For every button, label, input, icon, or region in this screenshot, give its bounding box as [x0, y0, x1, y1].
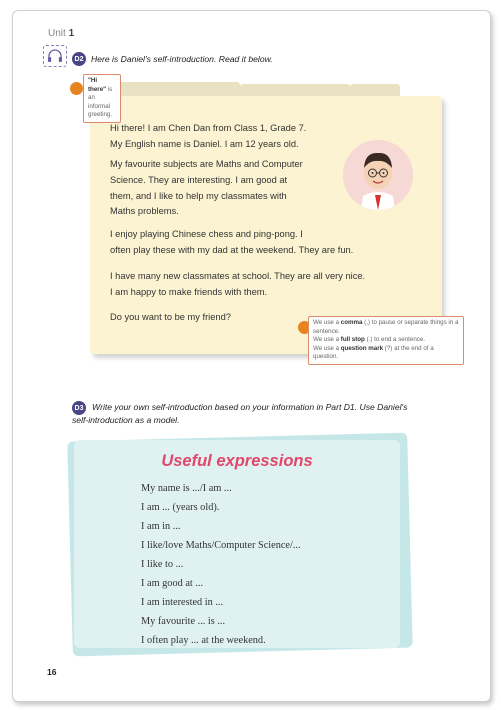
tip-punctuation: We use a comma (,) to pause or separate things in a sentence. We use a full stop (.) to end a sentence. We use a question mark (?) at the end of a question. — [308, 316, 464, 365]
expression-item: I often play ... at the weekend. — [141, 635, 266, 646]
expression-item: I like to ... — [141, 559, 184, 570]
expression-item: I am interested in ... — [141, 597, 224, 608]
page-number: 16 — [47, 667, 57, 677]
expression-item: I am ... (years old). — [141, 502, 220, 513]
d2-instruction: Here is Daniel's self-introduction. Read it below. — [91, 54, 273, 64]
expression-item: I am in ... — [141, 521, 181, 532]
d3-badge: D3 — [72, 401, 86, 415]
note-paragraph-5: Do you want to be my friend? — [110, 312, 231, 322]
expression-item: I like/love Maths/Computer Science/... — [141, 540, 301, 551]
expression-item: My favourite ... is ... — [141, 616, 226, 627]
d2-badge: D2 — [72, 52, 86, 66]
note-paragraph-2: My favourite subjects are Maths and Computer Science. They are interesting. I am good at them, and I like to help my classmates with Maths problems. — [110, 159, 303, 217]
d3-instruction: Write your own self-introduction based on your information in Part D1. Use Daniel's self-introduction as a model. — [72, 402, 408, 425]
unit-label: Unit 1 — [48, 28, 75, 39]
daniel-avatar — [343, 140, 413, 210]
expression-item: My name is .../I am ... — [141, 483, 232, 494]
tip-greeting: "Hi there" is an informal greeting. — [83, 74, 121, 123]
useful-expressions-title: Useful expressions — [161, 452, 313, 470]
headphones-icon[interactable] — [43, 45, 67, 67]
note-paragraph-3: I enjoy playing Chinese chess and ping-pong. I often play these with my dad at the weekend. They are fun. — [110, 229, 354, 255]
useful-expressions-card — [74, 440, 400, 648]
expression-item: I am good at ... — [141, 578, 204, 589]
note-paragraph-4: I have many new classmates at school. They are all very nice. I am happy to make friends with them. — [110, 271, 366, 297]
lightbulb-icon — [70, 82, 83, 95]
note-paragraph-1: Hi there! I am Chen Dan from Class 1, Grade 7. My English name is Daniel. I am 12 years old. — [110, 123, 307, 149]
